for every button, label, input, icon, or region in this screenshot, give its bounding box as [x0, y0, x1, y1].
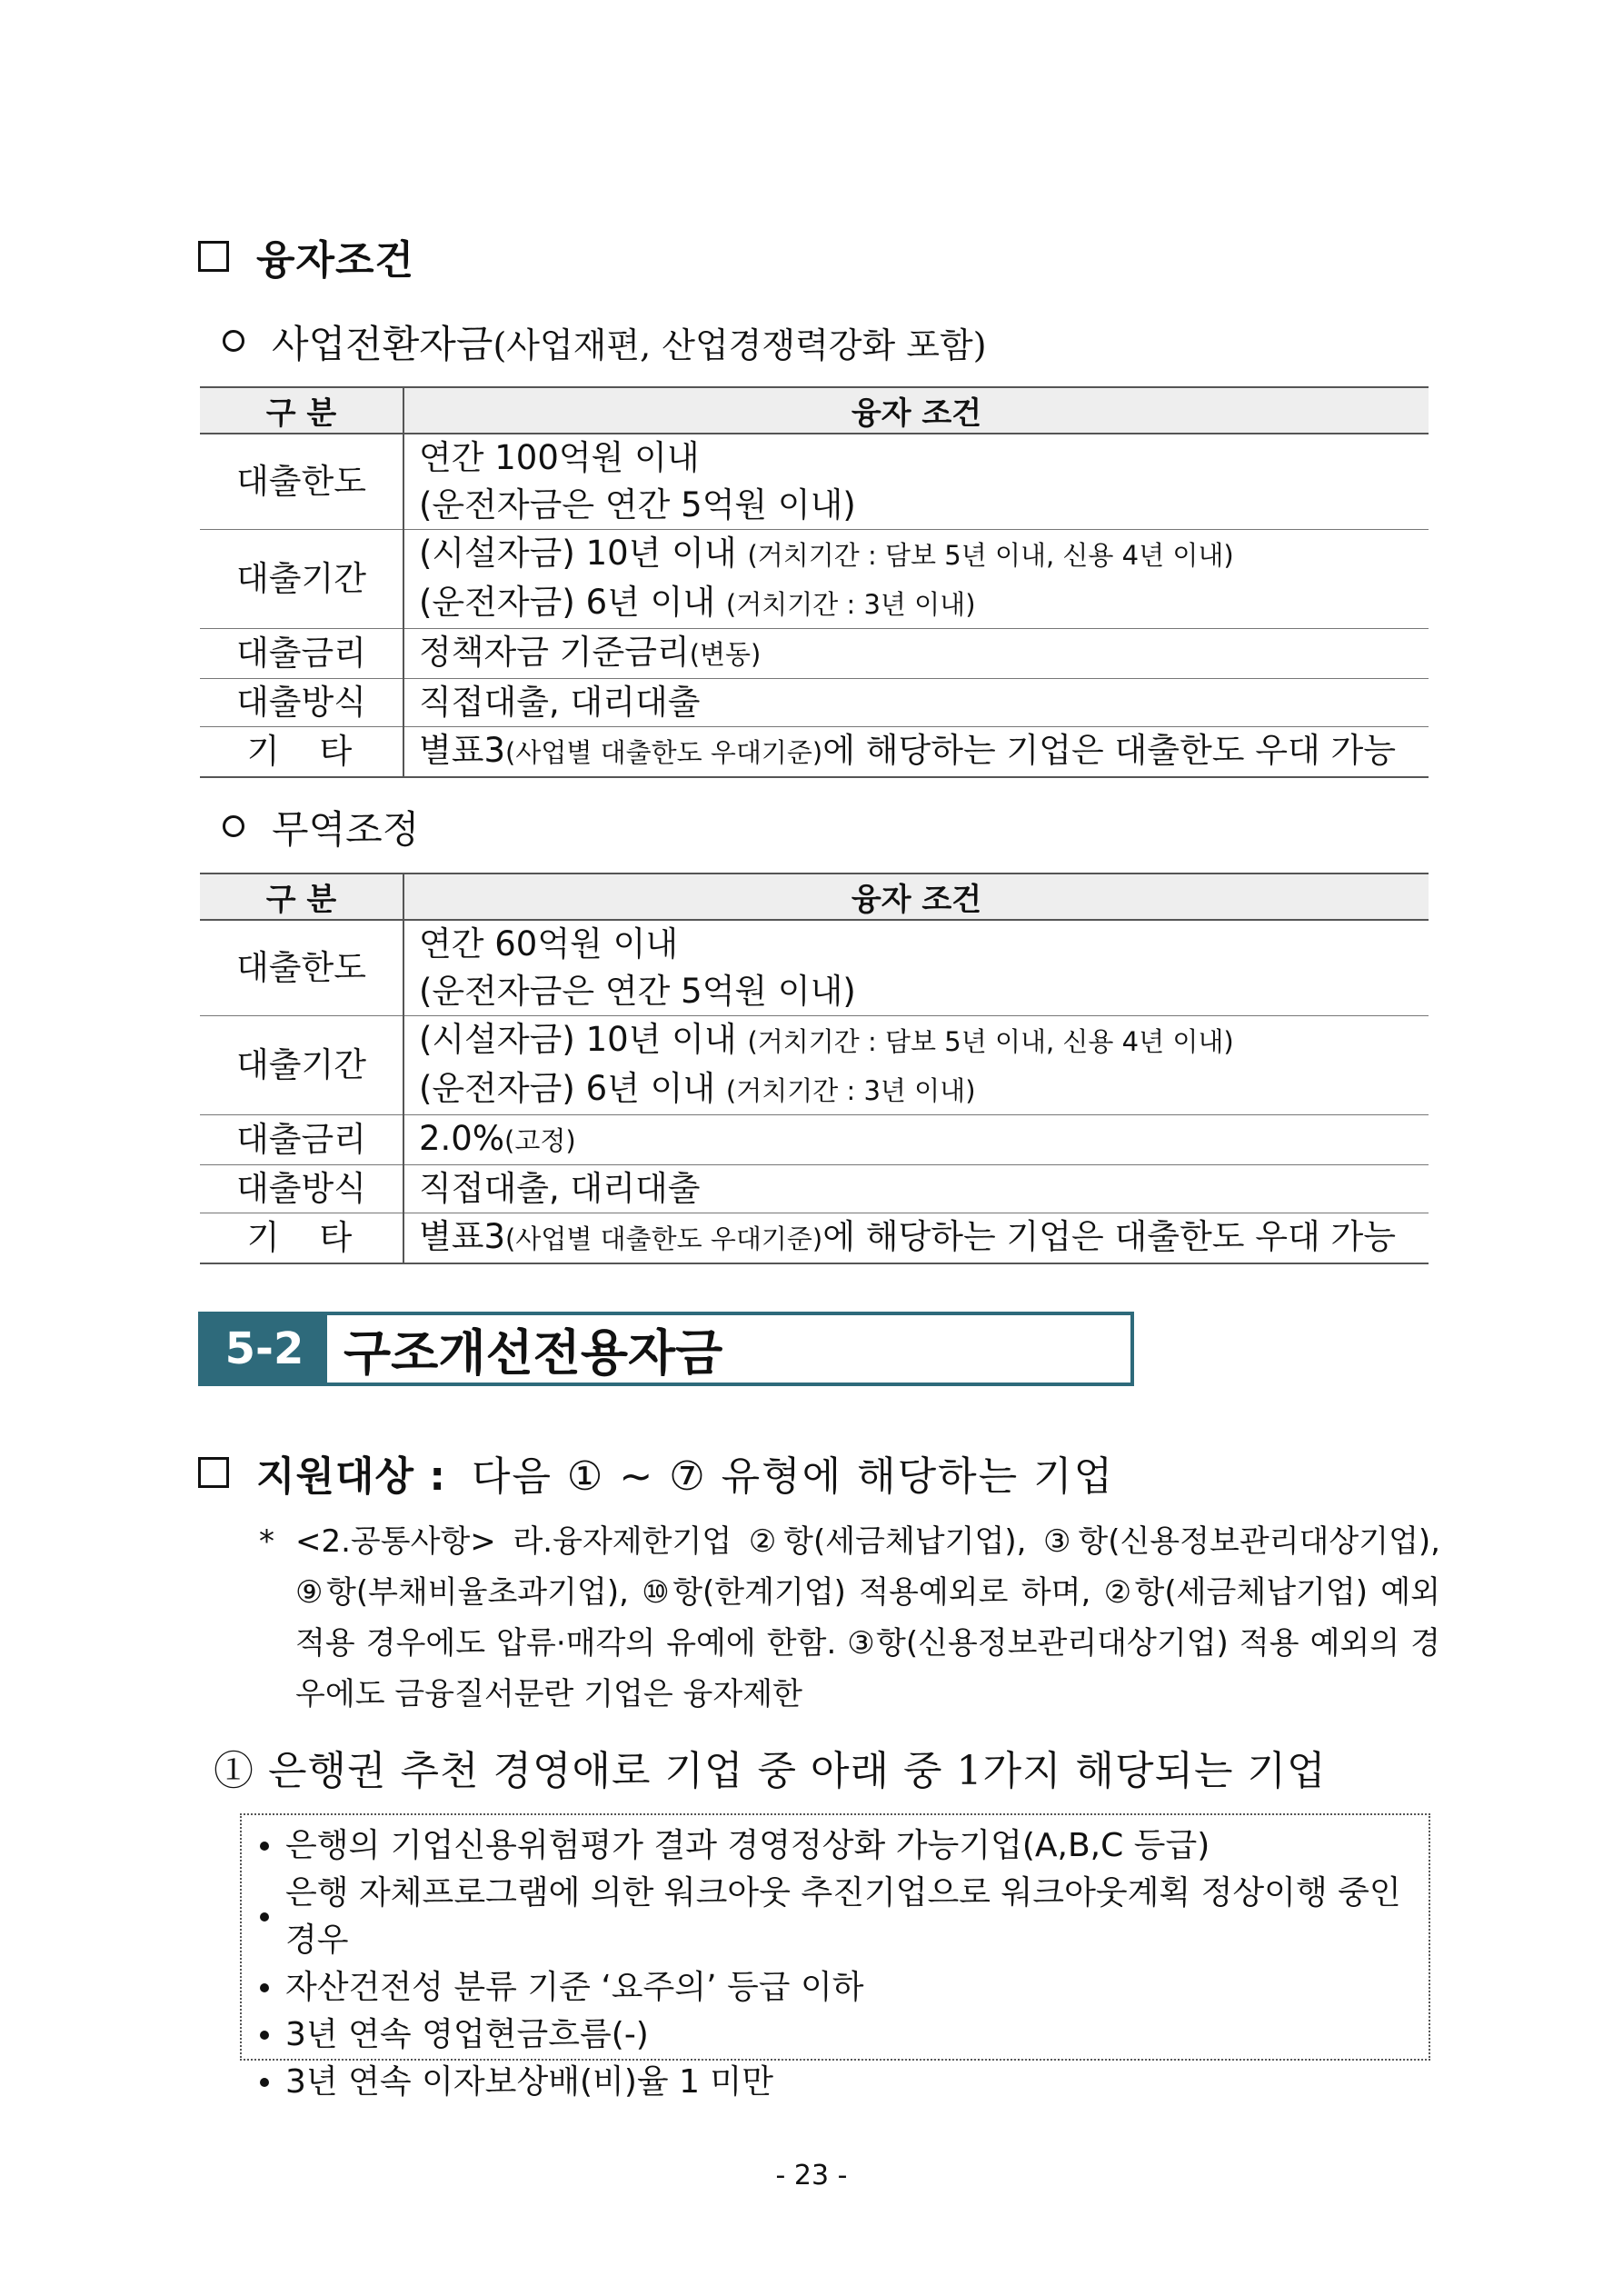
value-note: (사업별 대출한도 우대기준) — [505, 737, 823, 768]
circle-bullet-icon — [223, 815, 244, 837]
value-main: 정책자금 기준금리 — [419, 633, 690, 672]
row-label: 대출기간 — [200, 530, 403, 629]
row-value — [403, 727, 1429, 778]
row-label: 대출한도 — [200, 434, 403, 530]
value-main: (시설자금) 10년 이내 — [419, 1020, 737, 1059]
table-row — [200, 1213, 1429, 1264]
subheading-paren: (사업재편, 산업경쟁력강화 포함) — [493, 325, 987, 365]
value-main: (시설자금) 10년 이내 — [419, 534, 737, 573]
page-number: - 23 - — [775, 2160, 848, 2191]
section-heading-support-target — [198, 1443, 1114, 1502]
table-row — [200, 679, 1429, 727]
loan-conditions-table-2 — [200, 873, 1429, 1264]
list-item — [260, 2059, 1429, 2106]
section-banner — [198, 1312, 1134, 1386]
bullet-dot-icon — [260, 2078, 269, 2087]
value-main: 에 해당하는 기업은 대출한도 우대 가능 — [822, 1217, 1396, 1256]
checkbox-square-icon — [198, 241, 229, 272]
value-line: (운전자금은 연간 5억원 이내) — [419, 972, 856, 1011]
table-row — [200, 1165, 1429, 1213]
checkbox-square-icon — [198, 1457, 229, 1488]
row-value — [403, 1016, 1429, 1115]
value-note: (고정) — [504, 1125, 576, 1156]
value-main: (운전자금) 6년 이내 — [419, 583, 716, 622]
value-line: 연간 100억원 이내 — [419, 438, 700, 477]
table-row — [200, 629, 1429, 679]
value-line — [419, 1016, 1414, 1065]
footnote-text: <2.공통사항> 라.융자제한기업 ②항(세금체납기업), ③항(신용정보관리대상기업), ⑨항(부채비율초과기업), ⑩항(한계기업) 적용예외로 하며, ②항(세금체납기업) 예외적용 경우에도 압류·매각의 유예에 한함. ③항(신용정보관리대상기업) 적용 예외의 경우에도 금융질서문란 기업은 융자제한 — [295, 1523, 1440, 1712]
row-label: 대출기간 — [200, 1016, 403, 1115]
value-note: (거치기간 : 담보 5년 이내, 신용 4년 이내) — [747, 1026, 1234, 1057]
row-label — [200, 1213, 403, 1264]
banner-number: 5-2 — [202, 1315, 327, 1383]
list-item-text: 자산건전성 분류 기준 ‘요주의’ 등급 이하 — [285, 1969, 864, 2006]
list-item — [260, 1964, 1429, 2011]
value-main: 별표3 — [419, 731, 506, 770]
subheading-business-conversion-fund — [223, 314, 987, 369]
row-value — [403, 629, 1429, 679]
header-category: 구 분 — [200, 387, 403, 434]
table-row — [200, 1016, 1429, 1115]
value-line: 연간 60억원 이내 — [419, 924, 679, 963]
section-heading-loan-conditions — [198, 227, 414, 285]
table-row — [200, 434, 1429, 530]
row-label — [200, 727, 403, 778]
list-item-text: 은행 자체프로그램에 의한 워크아웃 추진기업으로 워크아웃계획 정상이행 중인 경우 — [285, 1874, 1401, 1959]
row-label-text: 기타 — [246, 1218, 393, 1257]
circle-bullet-icon — [223, 330, 244, 352]
row-label: 대출금리 — [200, 1115, 403, 1165]
list-item-text: 은행의 기업신용위험평가 결과 경영정상화 가능기업(A,B,C 등급) — [285, 1827, 1210, 1864]
value-main: 에 해당하는 기업은 대출한도 우대 가능 — [822, 731, 1396, 770]
section-title: 융자조건 — [256, 237, 415, 284]
section-title: 지원대상 : — [256, 1453, 446, 1500]
value-note: (사업별 대출한도 우대기준) — [505, 1223, 823, 1254]
row-label: 대출금리 — [200, 629, 403, 679]
table-row — [200, 1115, 1429, 1165]
item-1-heading: ① 은행권 추천 경영애로 기업 중 아래 중 1가지 해당되는 기업 — [214, 1748, 1327, 1794]
banner-title: 구조개선전용자금 — [327, 1315, 1130, 1383]
table-row — [200, 530, 1429, 629]
value-note: (변동) — [689, 639, 762, 670]
value-note: (거치기간 : 3년 이내) — [725, 1075, 976, 1106]
value-line — [419, 530, 1414, 579]
row-value: 직접대출, 대리대출 — [403, 1165, 1429, 1213]
subheading-trade-adjustment — [223, 800, 419, 854]
subheading-title: 사업전환자금 — [272, 322, 493, 366]
criteria-list — [260, 1822, 1429, 2106]
value-line — [419, 579, 1414, 628]
list-item — [260, 1822, 1429, 1870]
asterisk-mark: * — [259, 1523, 274, 1560]
header-conditions: 융자 조건 — [403, 387, 1429, 434]
header-conditions: 융자 조건 — [403, 873, 1429, 920]
footnote — [259, 1516, 1440, 1720]
value-main: 2.0% — [419, 1119, 504, 1158]
list-item-text: 3년 연속 영업현금흐름(-) — [285, 2016, 649, 2053]
row-label: 대출방식 — [200, 1165, 403, 1213]
row-value: 직접대출, 대리대출 — [403, 679, 1429, 727]
value-main: 별표3 — [419, 1217, 506, 1256]
loan-conditions-table-1 — [200, 386, 1429, 778]
row-value — [403, 434, 1429, 530]
row-value — [403, 530, 1429, 629]
value-line — [419, 1065, 1414, 1114]
bullet-dot-icon — [260, 2031, 269, 2040]
row-value — [403, 920, 1429, 1016]
row-label: 대출한도 — [200, 920, 403, 1016]
value-note: (거치기간 : 담보 5년 이내, 신용 4년 이내) — [747, 540, 1234, 571]
value-line: (운전자금은 연간 5억원 이내) — [419, 485, 856, 524]
table-row — [200, 727, 1429, 778]
table-row — [200, 920, 1429, 1016]
bullet-dot-icon — [260, 1842, 269, 1851]
row-label-text: 기타 — [246, 732, 393, 771]
table-header-row — [200, 387, 1429, 434]
list-item — [260, 1870, 1429, 1964]
section-title-rest: 다음 ① ~ ⑦ 유형에 해당하는 기업 — [471, 1453, 1115, 1500]
row-value — [403, 1213, 1429, 1264]
bullet-dot-icon — [260, 1912, 269, 1922]
subheading-title: 무역조정 — [272, 807, 420, 852]
list-item-text: 3년 연속 이자보상배(비)율 1 미만 — [285, 2063, 773, 2101]
row-label: 대출방식 — [200, 679, 403, 727]
table-header-row — [200, 873, 1429, 920]
value-note: (거치기간 : 3년 이내) — [725, 589, 976, 620]
bullet-dot-icon — [260, 1983, 269, 1992]
value-main: (운전자금) 6년 이내 — [419, 1069, 716, 1108]
list-item — [260, 2011, 1429, 2059]
header-category: 구 분 — [200, 873, 403, 920]
criteria-box — [240, 1813, 1430, 2101]
row-value — [403, 1115, 1429, 1165]
